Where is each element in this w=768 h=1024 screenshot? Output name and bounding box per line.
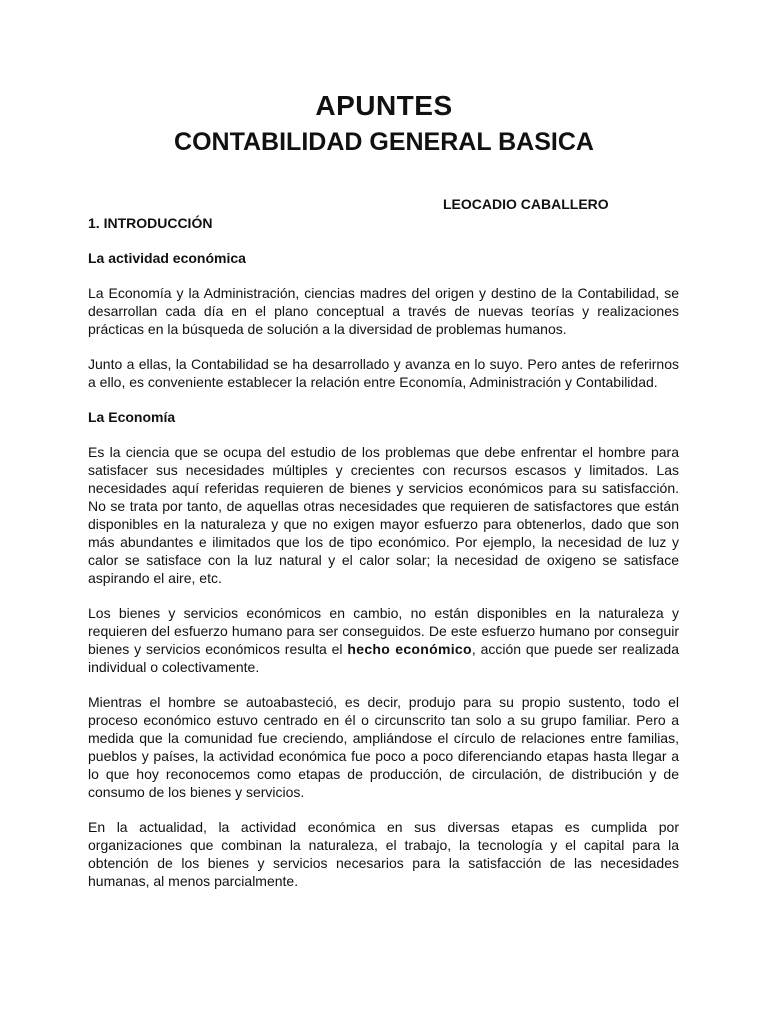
subsection-heading-actividad: La actividad económica [88,250,246,266]
paragraph: Mientras el hombre se autoabasteció, es decir, produjo para su propio sustento, todo el proceso económico estuvo centrado en él o circunscrito tan solo a su grupo familiar. Pero a medida que la comunidad fue creciendo, ampliándose el círculo de relaciones entre familias, pueblos y países, la actividad económica fue poco a poco diferenciando etapas hasta llegar a lo que hoy reconocemos como etapas de producción, de circulación, de distribución y de consumo de los bienes y servicios. [88,694,679,800]
emphasized-term: hecho económico [347,641,472,657]
document-title: APUNTES [315,90,453,121]
paragraph: La Economía y la Administración, ciencias madres del origen y destino de la Contabilidad, se desarrollan cada día en el plano conceptual a través de nuevas teorías y realizaciones prácticas en la búsqueda de solución a la diversidad de problemas humanos. [88,285,679,337]
document-body [88,214,679,907]
paragraph: En la actualidad, la actividad económica en sus diversas etapas es cumplida por organizaciones que combinan la naturaleza, el trabajo, la tecnología y el capital para la obtención de los bienes y servicios necesarios para la satisfacción de las necesidades humanas, al menos parcialmente. [88,819,679,889]
subsection-heading-economia: La Economía [88,409,176,425]
paragraph-text: , acción que puede ser realizada individual o colectivamente. [88,641,679,675]
author-name: LEOCADIO CABALLERO [443,196,609,212]
paragraph: Junto a ellas, la Contabilidad se ha desarrollado y avanza en lo suyo. Pero antes de referirnos a ello, es conveniente establecer la relación entre Economía, Administración y Contabilidad. [88,356,679,390]
paragraph [88,604,679,676]
section-heading: 1. INTRODUCCIÓN [88,215,213,231]
document-subtitle: CONTABILIDAD GENERAL BASICA [174,128,594,156]
paragraph-text: Los bienes y servicios económicos en cambio, no están disponibles en la naturaleza y requieren del esfuerzo humano para ser conseguidos. De este esfuerzo humano por conseguir bienes y servicios económicos resulta el [88,605,679,657]
paragraph: Es la ciencia que se ocupa del estudio de los problemas que debe enfrentar el hombre para satisfacer sus necesidades múltiples y crecientes con recursos escasos y limitados. Las necesidades aquí referidas requieren de bienes y servicios económicos para su satisfacción. No se trata por tanto, de aquellas otras necesidades que requieren de satisfactores que están disponibles en la naturaleza y que no exigen mayor esfuerzo para obtenerlos, dado que son más abundantes e ilimitados que los de tipo económico. Por ejemplo, la necesidad de luz y calor se satisface con la luz natural y el calor solar; la necesidad de oxigeno se satisface aspirando el aire, etc. [88,444,679,586]
